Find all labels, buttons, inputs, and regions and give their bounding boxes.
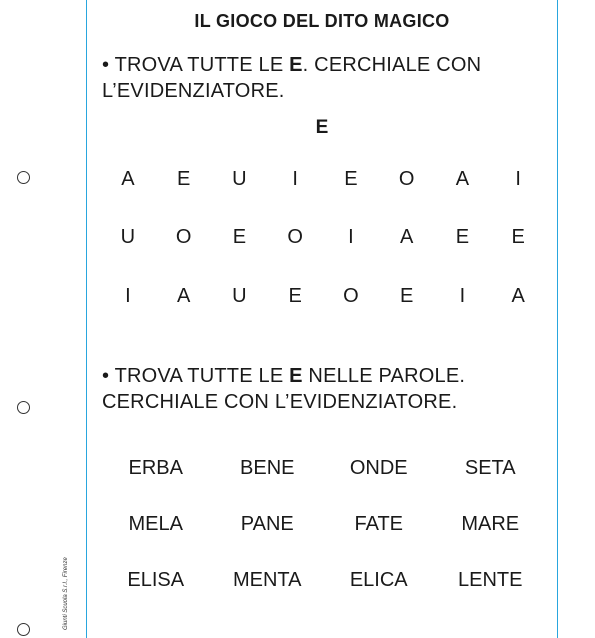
letter-cell[interactable]: I: [125, 285, 131, 307]
letter-cell[interactable]: O: [343, 285, 359, 307]
instruction-1-text-b: . CERCHIALE CON L’EVIDENZIATORE.: [102, 54, 482, 102]
letter-cell[interactable]: U: [120, 226, 136, 248]
letter-cell[interactable]: A: [176, 285, 191, 307]
bullet: •: [102, 365, 110, 387]
bullet: •: [102, 54, 110, 76]
letter-cell[interactable]: E: [176, 168, 191, 190]
letter-cell[interactable]: E: [511, 226, 525, 248]
letter-cell[interactable]: E: [232, 226, 247, 248]
target-letter: E: [315, 117, 329, 138]
word-grid: [100, 457, 546, 592]
word-cell[interactable]: PANE: [240, 513, 294, 535]
letter-cell[interactable]: A: [399, 226, 414, 248]
word-cell[interactable]: ELICA: [349, 569, 408, 591]
binder-hole-2: [17, 401, 30, 414]
instruction-2: [102, 363, 542, 415]
letter-cell[interactable]: E: [344, 168, 358, 190]
publisher-credit: Giunti Scuola S.r.l., Firenze: [63, 557, 69, 630]
binder-hole-1: [17, 171, 30, 184]
letter-cell[interactable]: U: [232, 168, 247, 190]
letter-cell[interactable]: A: [511, 285, 525, 307]
letter-cell[interactable]: I: [459, 285, 466, 307]
letter-cell[interactable]: U: [232, 285, 247, 307]
page-title: IL GIOCO DEL DITO MAGICO: [194, 11, 450, 31]
letter-cell[interactable]: O: [398, 168, 415, 190]
letter-cell[interactable]: I: [515, 168, 521, 190]
instruction-1: [102, 52, 542, 104]
word-cell[interactable]: ERBA: [128, 457, 183, 479]
word-cell[interactable]: BENE: [240, 457, 295, 479]
letter-cell[interactable]: O: [287, 226, 303, 248]
word-cell[interactable]: SETA: [464, 457, 516, 479]
letter-cell[interactable]: A: [455, 168, 470, 190]
letter-cell[interactable]: I: [348, 226, 354, 248]
instruction-2-text-b: NELLE PAROLE. CERCHIALE CON L’EVIDENZIATORE.: [102, 365, 466, 413]
letter-row-3: [100, 285, 546, 308]
letter-row-2: [100, 226, 546, 249]
letter-row-1: [100, 168, 546, 191]
letter-cell[interactable]: A: [121, 168, 135, 190]
letter-cell[interactable]: E: [288, 285, 302, 307]
word-cell[interactable]: ONDE: [349, 457, 408, 479]
word-cell[interactable]: MARE: [461, 513, 520, 535]
word-cell[interactable]: MELA: [128, 513, 183, 535]
letter-cell[interactable]: I: [292, 168, 298, 190]
letter-cell[interactable]: E: [455, 226, 470, 248]
word-cell[interactable]: FATE: [354, 513, 404, 535]
word-cell[interactable]: ELISA: [127, 569, 185, 591]
letter-cell[interactable]: O: [175, 226, 192, 248]
instruction-1-text-a: TROVA TUTTE LE: [109, 54, 290, 76]
instruction-2-bold: E: [289, 365, 303, 387]
word-cell[interactable]: LENTE: [458, 569, 523, 591]
instruction-1-bold: E: [289, 54, 303, 76]
letter-cell[interactable]: E: [399, 285, 414, 307]
word-cell[interactable]: MENTA: [232, 569, 302, 591]
instruction-2-text-a: TROVA TUTTE LE: [109, 365, 290, 387]
